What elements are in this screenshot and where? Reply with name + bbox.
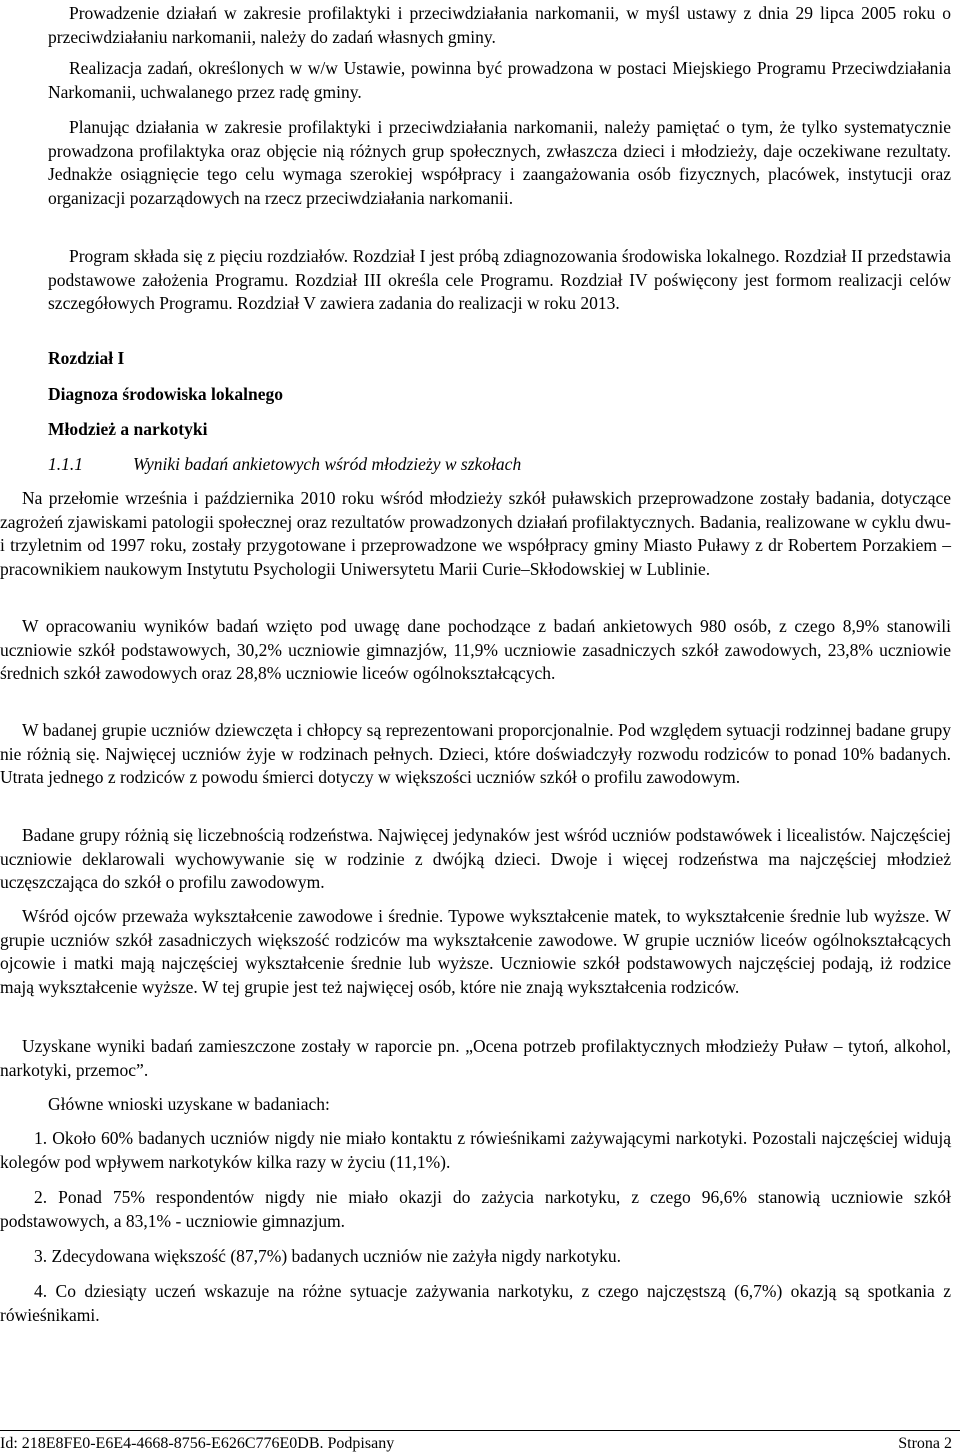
conclusion-item: 3. Zdecydowana większość (87,7%) badanych uczniów nie zażyła nigdy narkotyku. bbox=[34, 1246, 622, 1266]
paragraph-education: Wśród ojców przeważa wykształcenie zawodowe i średnie. Typowe wykształcenie matek, to wykształcenie średnie lub wyższe. W grupie uczniów szkół zasadniczych większość rodziców ma wykształcenie zawodowe. W grupie uczniów liceów ogólnokształcących ojcowie i matki mają najczęściej wykształcenie średnie lub wyższe. Uczniowie szkół podstawowych najczęściej podają, iż rodzice mają wykształcenie wyższe. W tej grupie jest też najwięcej osób, które nie znają wykształcenia rodziców. bbox=[0, 906, 951, 997]
paragraph-survey: Na przełomie września i października 2010 roku wśród młodzieży szkół puławskich przeprowadzone zostały badania, dotyczące zagrożeń zjawiskami patologii społecznej oraz rezultatów prowadzonych działań profilaktycznych. Badania, realizowane w cyklu dwu- i trzyletnim od 1997 roku, zostały przygotowane i przeprowadzone we współpracy gminy Miasto Puławy z dr Robertem Porzakiem – pracownikiem naukowym Instytutu Psychologii Uniwersytetu Marii Curie–Skłodowskiej w Lublinie. bbox=[0, 488, 951, 579]
youth-heading: Młodzież a narkotyki bbox=[48, 419, 208, 439]
paragraph-siblings: Badane grupy różnią się liczebnością rodzeństwa. Najwięcej jedynaków jest wśród uczniów podstawówek i licealistów. Najczęściej uczniowie deklarowali wychowywanie się w rodzinie z dwójką dzieci. Dwoje i więcej rodzeństwa ma najczęściej młodzież uczęszczająca do szkół o profilu zawodowym. bbox=[0, 825, 951, 893]
footer-page-number: Strona 2 bbox=[898, 1435, 952, 1452]
conclusion-item: 2. Ponad 75% respondentów nigdy nie miało okazji do zażycia narkotyku, z czego 96,6% stanowią uczniowie szkół podstawowych, a 83,1% - uczniowie gimnazjum. bbox=[0, 1187, 951, 1231]
paragraph-conclusions-intro: Główne wnioski uzyskane w badaniach: bbox=[48, 1094, 330, 1114]
chapter-heading: Rozdział I bbox=[48, 348, 125, 368]
section-title: Wyniki badań ankietowych wśród młodzieży w szkołach bbox=[133, 454, 522, 474]
paragraph-intro: Prowadzenie działań w zakresie profilaktyki i przeciwdziałania narkomanii, w myśl ustawy z dnia 29 lipca 2005 roku o przeciwdziałaniu narkomanii, należy do zadań własnych gminy. bbox=[48, 3, 951, 47]
paragraph-program-structure: Program składa się z pięciu rozdziałów. Rozdział I jest próbą zdiagnozowania środowiska lokalnego. Rozdział II przedstawia podstawowe założenia Programu. Rozdział III określa cele Programu. Rozdział IV poświęcony jest formom realizacji celów szczegółowych Programu. Rozdział V zawiera zadania do realizacji w roku 2013. bbox=[48, 246, 951, 314]
paragraph-realization: Realizacja zadań, określonych w w/w Ustawie, powinna być prowadzona w postaci Miejskiego Programu Przeciwdziałania Narkomanii, uchwalanego przez radę gminy. bbox=[48, 58, 951, 102]
paragraph-planning: Planując działania w zakresie profilaktyki i przeciwdziałania narkomanii, należy pamiętać o tym, że tylko systematycznie prowadzona profilaktyka oraz objęcie nią różnych grup społecznych, zwłaszcza dzieci i młodzieży, daje oczekiwane rezultaty. Jednakże osiągnięcie tego celu wymaga szerokiej współpracy i zaangażowania osób fizycznych, placówek, instytucji oraz organizacji pozarządowych na rzecz przeciwdziałania narkomanii. bbox=[48, 117, 951, 208]
conclusion-item: 4. Co dziesiąty uczeń wskazuje na różne sytuacje zażywania narkotyku, z czego najczęstszą (6,7%) okazją są spotkania z rówieśnikami. bbox=[0, 1281, 951, 1325]
diagnosis-heading: Diagnoza środowiska lokalnego bbox=[48, 384, 283, 404]
paragraph-report: Uzyskane wyniki badań zamieszczone zostały w raporcie pn. „Ocena potrzeb profilaktycznych młodzieży Puław – tytoń, alkohol, narkotyki, przemoc”. bbox=[0, 1036, 951, 1080]
conclusion-item: 1. Około 60% badanych uczniów nigdy nie miało kontaktu z rówieśnikami zażywającymi narkotyki. Pozostali najczęściej widują kolegów pod wpływem narkotyków kilka razy w życiu (11,1%). bbox=[0, 1128, 951, 1172]
section-heading bbox=[48, 453, 521, 477]
footer-divider bbox=[0, 1430, 960, 1431]
paragraph-sample: W opracowaniu wyników badań wzięto pod uwagę dane pochodzące z badań ankietowych 980 osób, z czego 8,9% stanowili uczniowie szkół podstawowych, 30,2% uczniowie gimnazjów, 11,9% uczniowie zasadniczych szkół zawodowych, 23,8% uczniowie średnich szkół zawodowych oraz 28,8% uczniowie liceów ogólnokształcących. bbox=[0, 616, 951, 684]
section-number: 1.1.1 bbox=[48, 454, 83, 474]
paragraph-family: W badanej grupie uczniów dziewczęta i chłopcy są reprezentowani proporcjonalnie. Pod względem sytuacji rodzinnej badane grupy nie różnią się. Najwięcej uczniów żyje w rodzinach pełnych. Dzieci, które doświadczyły rozwodu rodziców to ponad 10% badanych. Utrata jednego z rodziców z powodu śmierci dotyczy w większości uczniów szkół o profilu zawodowym. bbox=[0, 720, 951, 788]
footer-document-id: Id: 218E8FE0-E6E4-4668-8756-E626C776E0DB. Podpisany bbox=[0, 1435, 395, 1452]
